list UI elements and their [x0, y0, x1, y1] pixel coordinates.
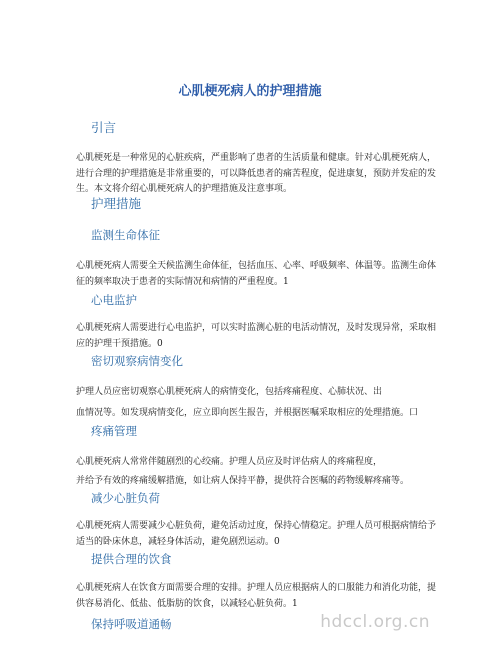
heading-nursing-measures: 护理措施	[91, 196, 142, 211]
heading-reduce-cardiac-load: 减少心脏负荷	[91, 491, 160, 505]
document-title: 心肌梗死病人的护理措施	[178, 84, 322, 99]
heading-diet: 提供合理的饮食	[91, 552, 172, 566]
paragraph-diet: 心肌梗死病人在饮食方面需要合理的安排。护理人员应根据病人的口服能力和消化功能，提供容易消化、低盐、低脂肪的饮食，以减轻心脏负荷。1	[76, 583, 437, 609]
paragraph-introduction: 心肌梗死是一种常见的心脏疾病，严重影响了患者的生活质量和健康。针对心肌梗死病人，进行合理的护理措施是非常重要的，可以降低患者的痛苦程度，促进康复，预防并发症的发生。本文将介绍心肌梗死病人的护理措施及注意事项。	[76, 153, 437, 194]
paragraph-vital-signs: 心肌梗死病人需要全天候监测生命体征，包括血压、心率、呼吸频率、体温等。监测生命体征的频率取决于患者的实际情况和病情的严重程度。1	[76, 261, 437, 287]
heading-airway: 保持呼吸道通畅	[91, 617, 172, 631]
paragraph-reduce-cardiac-load: 心肌梗死病人需要减少心脏负荷，避免活动过度，保持心情稳定。护理人员可根据病情给予适当的卧床休息，减轻身体活动，避免剧烈运动。0	[76, 521, 437, 547]
paragraph-ecg-monitoring: 心肌梗死病人需要进行心电监护，可以实时监测心脏的电活动情况，及时发现异常，采取相应的护理干预措施。0	[76, 323, 437, 349]
watermark-text: hdccl.org.cn	[320, 612, 430, 632]
heading-ecg-monitoring: 心电监护	[91, 293, 137, 307]
paragraph-pain-line-1: 心肌梗死病人常常伴随剧烈的心绞痛。护理人员应及时评估病人的疼痛程度，	[76, 457, 383, 467]
heading-pain-management: 疼痛管理	[91, 424, 137, 438]
paragraph-observe-line-1: 护理人员应密切观察心肌梗死病人的病情变化，包括疼痛程度、心肺状况、出	[76, 387, 383, 397]
heading-observe-condition: 密切观察病情变化	[91, 354, 183, 368]
paragraph-pain-line-2: 并给予有效的疼痛缓解措施，如让病人保持平静，提供符合医嘱的药物缓解疼痛等。	[76, 476, 410, 486]
paragraph-observe-line-2: 血情况等。如发现病情变化，应立即向医生报告，并根据医嘱采取相应的处理措施。口	[76, 408, 419, 418]
heading-vital-signs: 监测生命体征	[91, 228, 160, 242]
heading-introduction: 引言	[91, 120, 117, 135]
